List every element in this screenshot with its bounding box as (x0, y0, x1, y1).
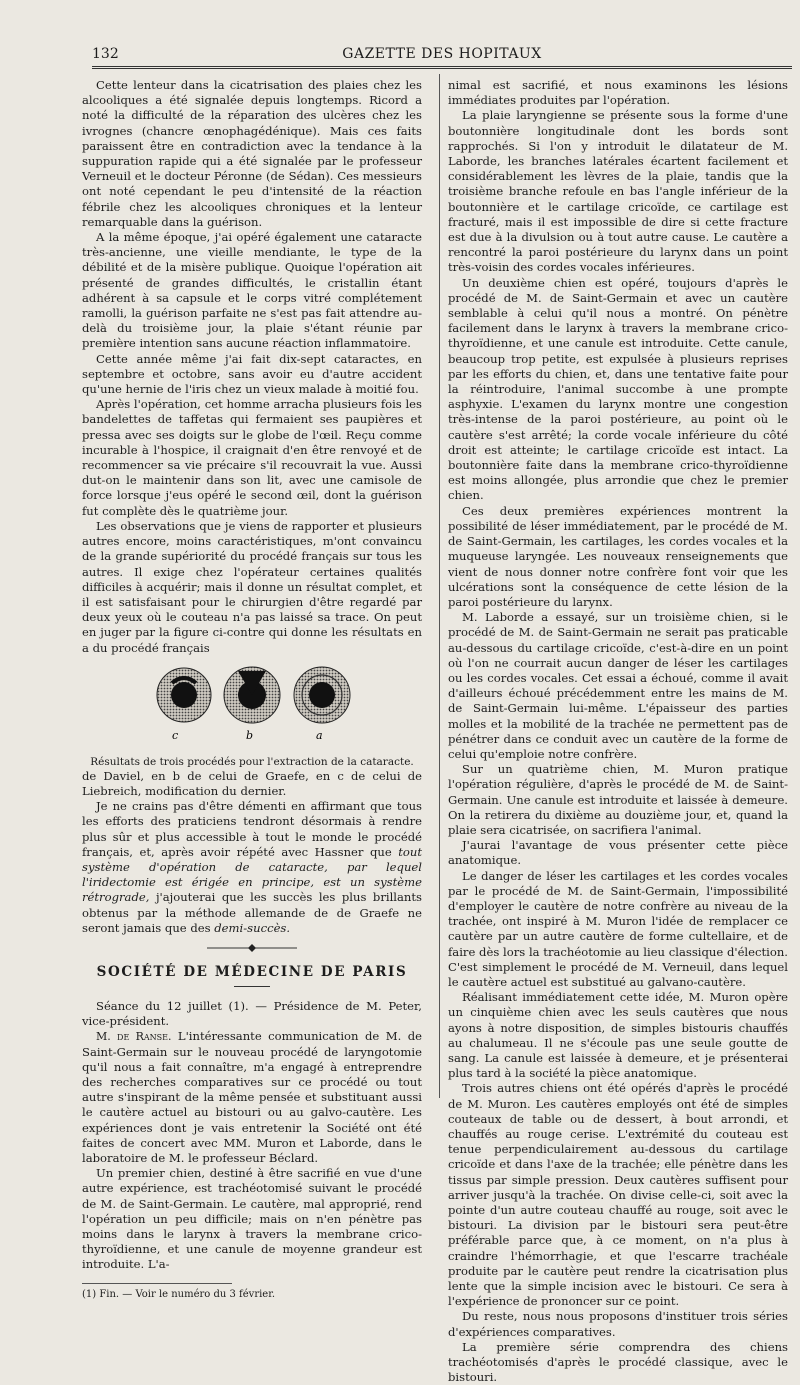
eye-a-illustration (294, 667, 350, 723)
paragraph: Réalisant immédiatement cette idée, M. Muron opère un cinquième chien avec les seuls cautères que nous ayons à notre disposition, de simples bistouris chauffés au chalumeau. Il ne s'écoule pas une seule goutte de sang. La canule est laissée à demeure, et je présenterai plus tard à la société la pièce anatomique. (448, 990, 788, 1081)
paragraph: Le danger de léser les cartilages et les cordes vocales par le procédé de M. de Saint-Germain, l'impossibilité d'employer le cautère de notre confrère au niveau de la trachée, ont inspiré à M. Muron l'idée de remplacer ce cautère par un autre cautère de forme cultellaire, et de faire dès lors la trachéotomie au lieu classique d'élection. C'est simplement le procédé de M. Verneuil, dans lequel le cautère actuel est substitué au galvano-cautère. (448, 868, 788, 989)
label-c: c (172, 728, 179, 741)
paragraph: Du reste, nous nous proposons d'instituer trois séries d'expériences comparatives. (448, 1309, 788, 1339)
footnote: (1) Fin. — Voir le numéro du 3 février. (82, 1288, 276, 1300)
paragraph: nimal est sacrifié, et nous examinons les lésions immédiates produites par l'opération. (448, 78, 788, 108)
paragraph: Les observations que je viens de rapporter et plusieurs autres encore, moins caractéristiques, m'ont convaincu de la grande supériorité du procédé français sur tous les autres. Il exige chez l'opérateur certaines qualités difficiles à acquérir; mais il donne un résultat complet, et il est satisfaisant pour le chirurgien d'être regardé par deux yeux où le couteau n'a pas laissé sa trace. On peut en juger par la figure ci-contre qui donne les résultats en a du procédé français (82, 518, 422, 655)
paragraph: Cette lenteur dans la cicatrisation des plaies chez les alcooliques a été signalée depuis longtemps. Ricord a noté la difficulté de la réparation des ulcères chez les ivrognes (chancre œnophagédénique). Mais ces faits paraissent être en contradiction avec la tendance à la suppuration rapide qui a été signalée par le professeur Verneuil et le docteur Péronne (de Sédan). Ces messieurs ont noté cependant le peu d'intensité de la réaction fébrile chez les alcooliques chroniques et la lenteur remarquable dans la guérison. (82, 78, 422, 229)
ornament-separator (207, 944, 297, 952)
figure-caption: Résultats de trois procédés pour l'extraction de la cataracte. (90, 755, 414, 768)
paragraph: de Daviel, en b de celui de Graefe, en c de celui de Liebreich, modification du dernier. (82, 768, 422, 798)
eye-illustrations (142, 663, 362, 729)
cataract-figure (82, 663, 422, 751)
paragraph: M. Laborde a essayé, sur un troisième chien, si le procédé de M. de Saint-Germain ne serait pas praticable au-dessous du cartilage cricoïde, c'est-à-dire en un point où l'on ne courrait aucun danger de léser les cartilages ou les cordes vocales. Cet essai a échoué, comme il avait d'ailleurs échoué précédemment entre les mains de M. de Saint-Germain lui-même. L'épaisseur des parties molles et la mobilité de la trachée ne permettent pas de pénétrer dans ce conduit avec un cautère de la forme de celui qu'emploie notre confrère. (448, 610, 788, 761)
italic-term: demi-succès. (214, 920, 291, 935)
paragraph: Après l'opération, cet homme arracha plusieurs fois les bandelettes de taffetas qui fermaient ses paupières et pressa avec ses doigts sur le globe de l'œil. Reçu comme incurable à l'hospice, il craignait d'en être renvoyé et de recommencer sa vie précaire s'il recouvrait la vue. Aussi dut-on le maintenir dans son lit, avec une camisole de force lorsque j'eus opéré le second œil, dont la guérison fut complète dès le quatrième jour. (82, 397, 422, 518)
figure-letters (142, 729, 362, 741)
session-line: Séance du 12 juillet (1). — Présidence de M. Peter, vice-président. (82, 998, 422, 1029)
text-run: Je ne crains pas d'être démenti en affirmant que tous les efforts des praticiens tendront désormais à rendre plus sûr et plus accessible à tout le monde le procédé français, et, après avoir répété avec Hassner que (82, 799, 422, 859)
eye-c-illustration (157, 668, 211, 722)
section-rule (234, 986, 270, 987)
section-title: SOCIÉTÉ DE MÉDECINE DE PARIS (96, 963, 408, 980)
speaker-name: M. de Ranse. (96, 1030, 172, 1044)
text-run: j'ajouterai que les succès les plus brillants obtenus par la méthode allemande de de Graefe ne seront jamais que des (82, 890, 422, 935)
page-number: 132 (92, 46, 119, 62)
label-a: a (316, 728, 323, 741)
page-header (92, 40, 792, 69)
paragraph: Sur un quatrième chien, M. Muron pratique l'opération régulière, d'après le procédé de M. de Saint-Germain. Une canule est introduite et laissée à demeure. On la retirera du dixième au douzième jour, et, quand la plaie sera cicatrisée, on sacrifiera l'animal. (448, 762, 788, 837)
footnote-rule (82, 1283, 232, 1284)
italic-quote: tout système d'opération de cataracte, par lequel l'iridectomie est érigée en principe, est un système rétrograde, (82, 844, 422, 905)
paragraph: Un deuxième chien est opéré, toujours d'après le procédé de M. de Saint-Germain et avec un cautère semblable à celui qu'il nous a montré. On pénètre facilement dans le larynx à travers la membrane crico-thyroïdienne, et une canule est introduite. Cette canule, beaucoup trop petite, est expulsée à plusieurs reprises par les efforts du chien, et, dans une tentative faite pour la réintroduire, l'animal succombe à une prompte asphyxie. L'examen du larynx montre une congestion très-intense de la paroi postérieure, au point où le cautère s'est arrêté; la corde vocale inférieure du côté droit est atteinte; le cartilage cricoïde est intact. La boutonnière faite dans la membrane crico-thyroïdienne est moins allongée, plus arrondie que chez le premier chien. (448, 275, 788, 503)
paragraph: La première série comprendra des chiens trachéotomisés d'après le procédé classique, avec le bistouri. (448, 1339, 788, 1385)
paragraph: La plaie laryngienne se présente sous la forme d'une boutonnière longitudinale dont les bords sont rapprochés. Si l'on y introduit le dilatateur de M. Laborde, les branches latérales écartent facilement et considérablement les lèvres de la plaie, tandis que la troisième branche refoule en bas l'angle inférieur de la boutonnière et le cartilage cricoïde, ce cartilage est fracturé, mais il est impossible de dire si cette fracture est due à la divulsion ou à tout autre cause. Le cautère a rencontré la paroi postérieure du larynx dans un point très-voisin des cordes vocales inférieures. (448, 108, 788, 275)
paragraph: Trois autres chiens ont été opérés d'après le procédé de M. Muron. Les cautères employés ont été de simples couteaux de table ou de dessert, à bout arrondi, et chauffés au rouge cerise. L'extrémité du couteau est tenue perpendiculairement au-dessous du cartilage cricoïde et dans l'axe de la trachée; elle pénètre dans les tissus par simple pression. Deux cautères suffisent pour arriver jusqu'à la trachée. On divise celle-ci, soit avec la pointe d'un autre couteau chauffé au rouge, soit avec le bistouri. La division par le bistouri sera peut-être préférable parce que, à ce moment, on n'a plus à craindre l'hémorrhagie, et que l'escarre trachéale produite par le cautère peut rendre la cicatrisation plus lente que la simple incision avec le bistouri. Ce sera à l'expérience de prononcer sur ce point. (448, 1081, 788, 1309)
paragraph (82, 1029, 422, 1166)
eye-b-illustration (224, 667, 280, 723)
paragraph: J'aurai l'avantage de vous présenter cette pièce anatomique. (448, 838, 788, 868)
paragraph: A la même époque, j'ai opéré également une cataracte très-ancienne, une vieille mendiante, le type de la débilité et de la misère publique. Quoique l'opération ait présenté de grandes difficultés, le cristallin étant adhérent à sa capsule et le corps vitré complétement ramolli, la guérison parfaite ne s'est pas fait attendre au-delà du troisième jour, la plaie s'étant réunie par première intention sans aucune réaction inflammatoire. (82, 230, 422, 351)
paragraph: Un premier chien, destiné à être sacrifié en vue d'une autre expérience, est trachéotomisé suivant le procédé de M. de Saint-Germain. Le cautère, mal approprié, rend l'opération un peu difficile; mais on n'en pénètre pas moins dans le larynx à travers la membrane crico-thyroïdienne, et une canule de moyenne grandeur est introduite. L'a- (82, 1166, 422, 1272)
paragraph: Cette année même j'ai fait dix-sept cataractes, en septembre et octobre, sans avoir eu d'autre accident qu'une hernie de l'iris chez un vieux malade à moitié fou. (82, 351, 422, 397)
paragraph: Ces deux premières expériences montrent la possibilité de léser immédiatement, par le procédé de M. de Saint-Germain, les cartilages, les cordes vocales et la muqueuse laryngée. Les nouveaux renseignements que vient de nous donner notre confrère font voir que les ulcérations sont la conséquence de cette lésion de la paroi postérieure du larynx. (448, 503, 788, 609)
column-divider (439, 74, 440, 1098)
paragraph (82, 799, 422, 936)
left-column (82, 78, 422, 1301)
text-run: L'intéressante communication de M. de Saint-Germain sur le nouveau procédé de laryngotomie qu'il nous a fait connaître, m'a engagé à entreprendre des recherches comparatives sur ce procédé ou tout autre s'inspirant de la même pensée et substituant aussi le cautère actuel au bistouri ou au galvo-cautère. Les expériences dont je vais entretenir la Société ont été faites de concert avec MM. Muron et Laborde, dans le laboratoire de M. le professeur Béclard. (82, 1029, 423, 1165)
label-b: b (246, 728, 254, 741)
running-title: GAZETTE DES HOPITAUX (342, 46, 542, 62)
right-column (448, 78, 788, 1385)
